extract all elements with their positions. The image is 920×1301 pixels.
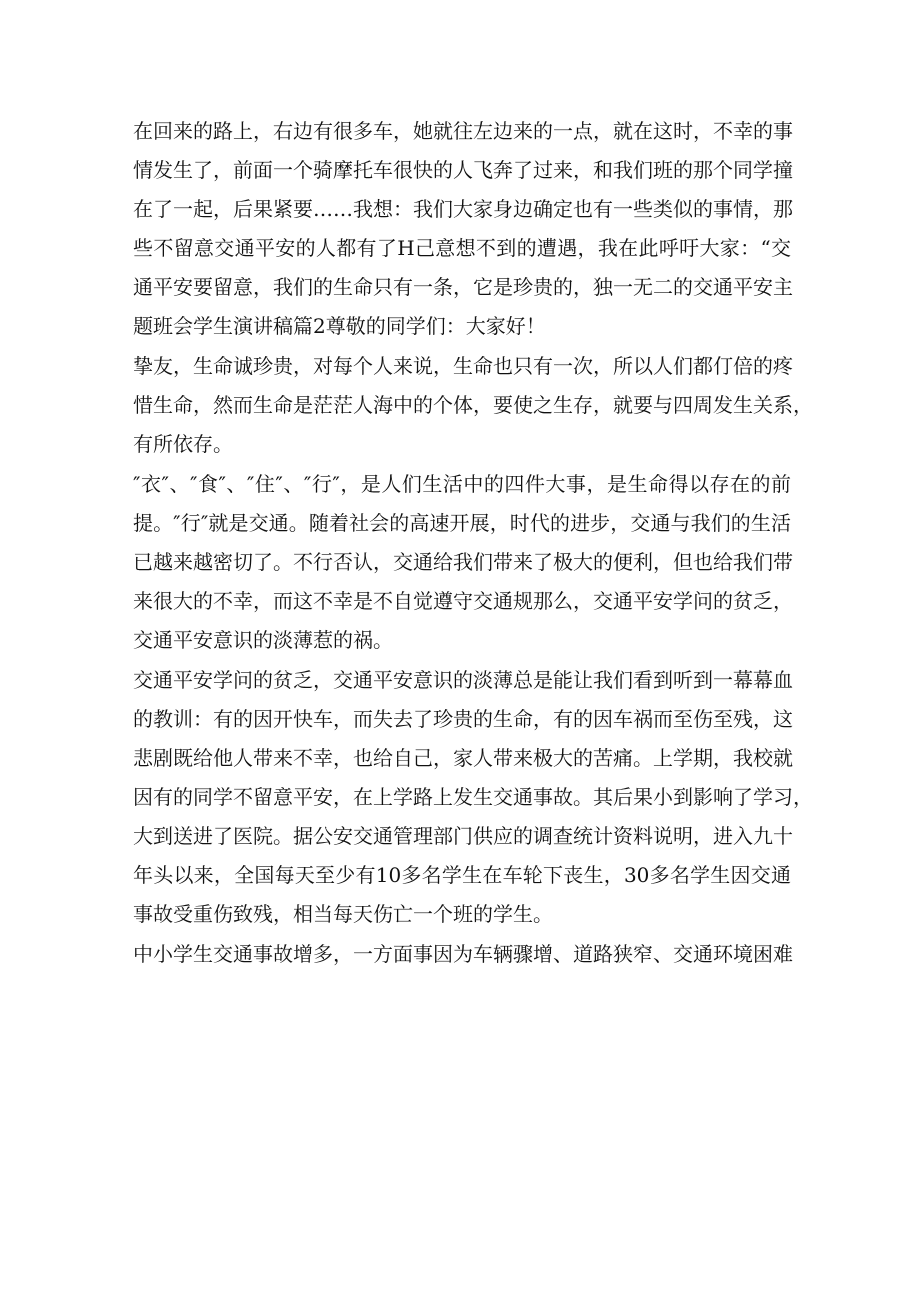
- text-line: ″衣″、″食″、″住″、″行″，是人们生活中的四件大事，是生命得以存在的前: [133, 472, 791, 496]
- text-line: 情发生了，前面一个骑摩托车很快的人飞奔了过来，和我们班的那个同学撞: [133, 158, 793, 182]
- text-line: 已越来越密切了。不行否认，交通给我们带来了极大的便利，但也给我们带: [133, 550, 793, 574]
- text-line: 有所依存。: [133, 432, 233, 456]
- text-line: 在了一起，后果紧要……我想：我们大家身边确定也有一些类似的事情，那: [133, 197, 793, 221]
- text-line: 惜生命，然而生命是茫茫人海中的个体，要使之生存，就要与四周发生关系，: [133, 393, 813, 417]
- text-line: 在回来的路上，右边有很多车，她就往左边来的一点，就在这时，不幸的事: [133, 119, 793, 143]
- paragraph: [133, 347, 813, 464]
- document-body: [133, 112, 813, 975]
- text-line: 挚友，生命诚珍贵，对每个人来说，生命也只有一次，所以人们都仃倍的疼: [133, 354, 793, 378]
- paragraph: [133, 465, 791, 660]
- text-line: 交通平安意识的淡薄惹的祸。: [133, 628, 393, 652]
- text-line: 提。″行″就是交通。随着社会的高速开展，时代的进步，交通与我们的生活: [133, 511, 791, 535]
- text-line: 年头以来，全国每天至少有10多名学生在车轮下丧生，30多名学生因交通: [133, 863, 791, 887]
- text-line: 交通平安学问的贫乏，交通平安意识的淡薄总是能让我们看到听到一幕幕血: [133, 668, 793, 692]
- text-line: 悲剧既给他人带来不幸，也给自己，家人带来极大的苦痛。上学期，我校就: [133, 746, 793, 770]
- paragraph: [133, 112, 791, 346]
- text-line: 因有的同学不留意平安，在上学路上发生交通事故。其后果小到影响了学习，: [133, 785, 813, 809]
- text-line: 些不留意交通平安的人都有了H己意想不到的遭遇，我在此呼吁大家：“交: [133, 236, 791, 260]
- text-line: 通平安要留意，我们的生命只有一条，它是珍贵的，独一无二的交通平安主: [133, 275, 793, 299]
- text-line: 大到送进了医院。据公安交通管理部门供应的调查统计资料说明，进入九十: [133, 824, 793, 848]
- paragraph: [133, 935, 791, 974]
- text-line: 事故受重伤致残，相当每天伤亡一个班的学生。: [133, 902, 553, 926]
- text-line: 中小学生交通事故增多，一方面事因为车辆骤增、道路狭窄、交通环境困难: [133, 942, 793, 966]
- text-line: 题班会学生演讲稿篇2尊敬的同学们：大家好！: [133, 314, 546, 338]
- text-line: 来很大的不幸，而这不幸是不自觉遵守交通规那么，交通平安学问的贫乏，: [133, 589, 793, 613]
- text-line: 的教训：有的因开快车，而失去了珍贵的生命，有的因车祸而至伤至残，这: [133, 707, 793, 731]
- paragraph: [133, 661, 813, 934]
